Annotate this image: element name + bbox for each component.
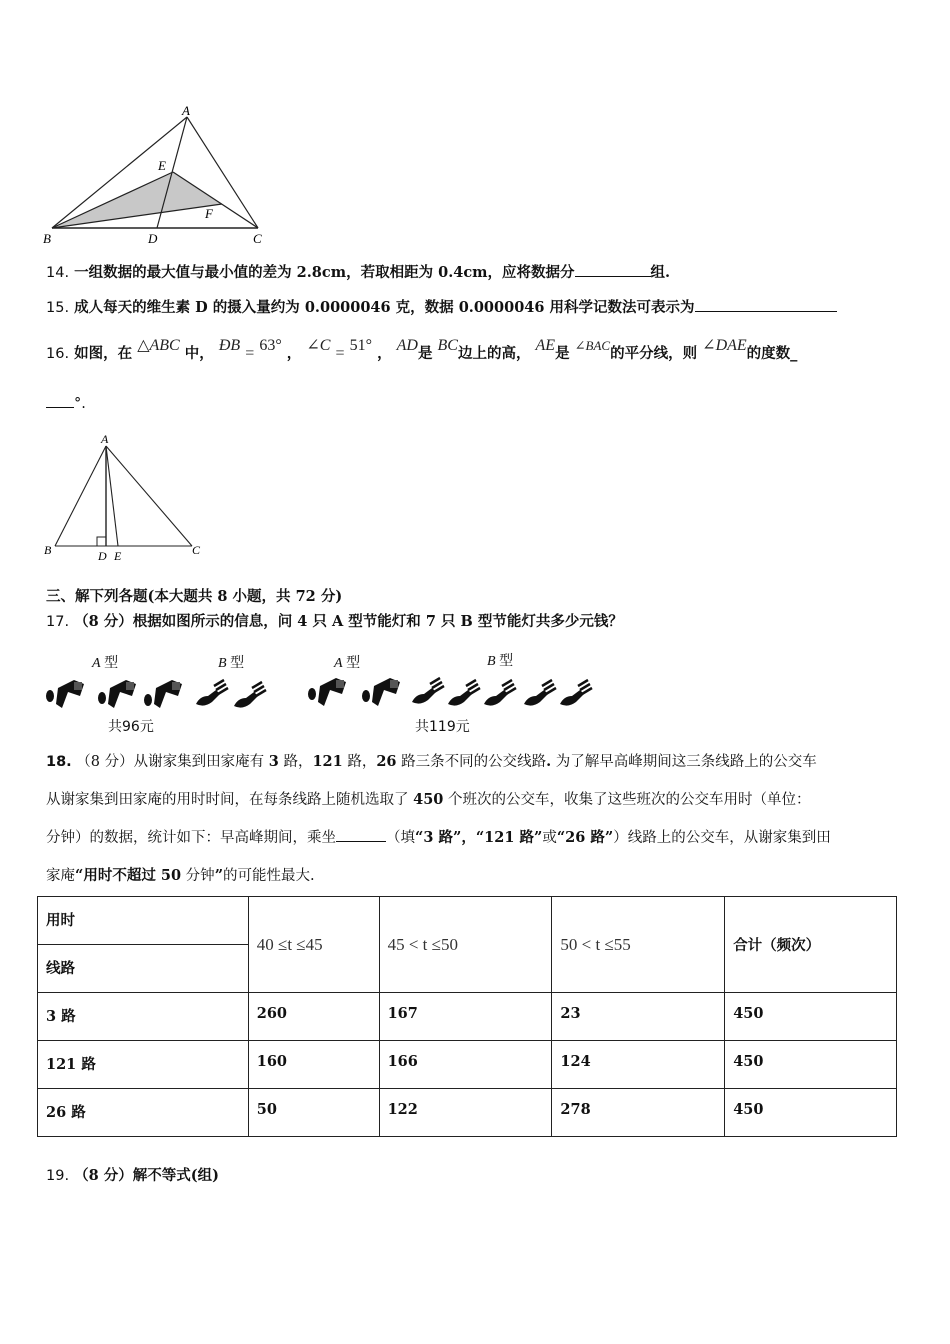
question-text: （8 分）根据如图所示的信息，问 4 只 A 型节能灯和 7 只 B 型节能灯共多少元钱？	[74, 613, 623, 630]
math-eq: =	[245, 345, 255, 362]
header-corner-route: 线路	[38, 945, 249, 993]
a-lamp-icon	[144, 680, 182, 708]
q18-line-1: 18. （8 分）从谢家集到田家庵有 3 路，121 路，26 路三条不同的公交线路. 为了解早高峰期间这三条线路上的公交车	[46, 753, 817, 770]
math-eq: =	[335, 345, 345, 362]
label-d: D	[98, 549, 107, 563]
table-header-row-top	[38, 897, 897, 945]
value-cell: 160	[248, 1041, 379, 1089]
question-number: 16.	[46, 346, 70, 362]
answer-blank[interactable]	[46, 393, 74, 408]
header-col-1: 40 ≤t ≤45	[248, 897, 379, 993]
b-lamp-icon	[448, 680, 480, 706]
label-c: C	[192, 543, 201, 557]
text: 是	[555, 345, 570, 362]
value-cell: 450	[725, 993, 897, 1041]
text: 边上的高，	[457, 345, 531, 362]
q18-line-3: 分钟）的数据，统计如下：早高峰期间，乘坐 （填“3 路”，“121 路”或“26 路”）线路上的公交车，从谢家集到田	[46, 829, 831, 846]
group-1-total: 共96元	[108, 719, 154, 735]
a-lamp-icon	[46, 680, 84, 708]
value-cell: 166	[379, 1041, 552, 1089]
header-col-2: 45 < t ≤50	[379, 897, 552, 993]
b-lamp-icon	[412, 678, 444, 704]
figure-altitude-bisector	[40, 430, 210, 565]
answer-blank[interactable]	[695, 297, 837, 312]
math-value-63: 63°	[259, 337, 282, 354]
lamp-type-a-label: A 型	[92, 656, 119, 671]
value-cell: 278	[552, 1089, 725, 1137]
value-cell: 124	[552, 1041, 725, 1089]
question-text: 成人每天的维生素 D 的摄入量约为 0.0000046 克，数据 0.0000046 用科学记数法可表示为	[74, 299, 695, 316]
math-angle-bac: ∠BAC	[574, 338, 611, 353]
lamp-type-a-label: A 型	[334, 656, 361, 671]
text: 如图，在	[74, 345, 133, 362]
question-text-end: 组.	[650, 264, 671, 281]
value-cell: 23	[552, 993, 725, 1041]
math-value-51: 51°	[349, 337, 372, 354]
label-d: D	[148, 231, 158, 246]
header-col-3: 50 < t ≤55	[552, 897, 725, 993]
math-bc: BC	[437, 337, 458, 354]
table-row	[38, 1041, 897, 1089]
label-b: B	[43, 231, 51, 246]
text: 的度数_	[746, 345, 798, 362]
q18-line-2: 从谢家集到田家庵的用时时间，在每条线路上随机选取了 450 个班次的公交车，收集了这些班次的公交车用时（单位：	[46, 791, 811, 808]
question-17	[46, 610, 623, 631]
question-number: 14.	[46, 265, 70, 281]
value-cell: 450	[725, 1041, 897, 1089]
label-e: E	[114, 549, 122, 563]
a-lamp-icon	[308, 678, 346, 706]
question-15	[46, 296, 837, 317]
value-cell: 167	[379, 993, 552, 1041]
b-lamp-icon	[196, 680, 228, 706]
question-16	[46, 337, 798, 363]
value-cell: 122	[379, 1089, 552, 1137]
question-number: 19.	[46, 1168, 70, 1184]
lamp-group-2-image	[306, 672, 606, 712]
figure-triangle-bef	[40, 100, 280, 250]
question-number: 17.	[46, 614, 70, 630]
label-c: C	[253, 231, 262, 246]
a-lamp-icon	[362, 678, 400, 706]
header-col-total: 合计（频次）	[725, 897, 897, 993]
group-2-total: 共119元	[415, 719, 470, 735]
b-lamp-icon	[234, 682, 266, 708]
question-14	[46, 261, 670, 282]
route-cell: 26 路	[38, 1089, 249, 1137]
question-19	[46, 1164, 219, 1185]
label-f: F	[205, 206, 213, 221]
question-16-line2	[46, 393, 86, 412]
question-text: 一组数据的最大值与最小值的差为 2.8cm，若取相距为 0.4cm，应将数据分	[74, 264, 575, 281]
section-title: 三、解下列各题(本大题共 8 小题，共 72 分)	[46, 588, 343, 605]
math-ae: AE	[535, 337, 556, 354]
text: 中，	[184, 345, 214, 362]
text: ，	[377, 345, 392, 362]
question-18	[46, 743, 831, 895]
math-angle-dae: ∠DAE	[702, 337, 747, 354]
question-number: 15.	[46, 300, 70, 316]
lamp-group-1-image	[44, 674, 274, 712]
question-text: （8 分）解不等式(组)	[74, 1167, 219, 1184]
table-row	[38, 993, 897, 1041]
text: 的平分线，则	[610, 345, 698, 362]
b-lamp-icon	[524, 680, 556, 706]
label-e: E	[158, 158, 166, 173]
label-b: B	[44, 543, 52, 557]
b-lamp-icon	[560, 680, 592, 706]
math-ad: AD	[396, 337, 418, 354]
value-cell: 50	[248, 1089, 379, 1137]
lamp-type-b-label: B 型	[218, 656, 245, 671]
b-lamp-icon	[484, 680, 516, 706]
label-a: A	[101, 432, 109, 446]
lamp-type-b-label: B 型	[487, 654, 514, 669]
q18-line-4: 家庵“用时不超过 50 分钟”的可能性最大.	[46, 867, 315, 884]
bus-time-table	[37, 896, 897, 1137]
value-cell: 450	[725, 1089, 897, 1137]
label-a: A	[182, 103, 190, 118]
a-lamp-icon	[98, 680, 136, 708]
math-triangle-abc: △ABC	[137, 337, 180, 354]
math-angle-c: ∠C	[306, 337, 331, 354]
value-cell: 260	[248, 993, 379, 1041]
answer-blank[interactable]	[336, 827, 386, 842]
math-angle-b: ÐB	[218, 337, 241, 354]
text: ，	[286, 345, 302, 362]
text: 是	[417, 345, 433, 362]
table-row	[38, 1089, 897, 1137]
route-cell: 3 路	[38, 993, 249, 1041]
route-cell: 121 路	[38, 1041, 249, 1089]
header-corner-time: 用时	[38, 897, 249, 945]
degree-end: °.	[74, 396, 86, 412]
answer-blank[interactable]	[575, 262, 651, 277]
